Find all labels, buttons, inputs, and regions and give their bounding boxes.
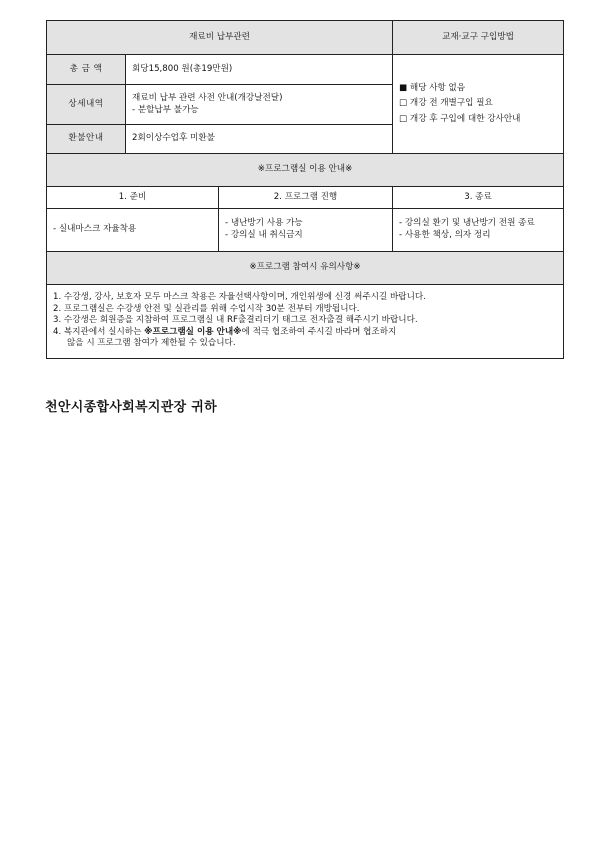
details-value: 재료비 납부 관련 사전 안내(개강날전달) - 분할납부 불가능: [126, 85, 393, 125]
total-amount-label: 총 금 액: [47, 55, 126, 85]
addressee-line: 천안시종합사회복지관장 귀하: [45, 400, 217, 415]
caution-item: 1. 수강생, 강사, 보호자 모두 마스크 착용은 자율선택사항이며, 개인위생에 신경 써주시길 바랍니다.: [53, 292, 426, 302]
usage-column-content: - 실내마스크 자율착용: [47, 209, 219, 252]
cautions-list: [47, 285, 564, 359]
refund-label: 환불안내: [47, 125, 126, 154]
details-label: 상세내역: [47, 85, 126, 125]
fee-section-header: 재료비 납부관련: [47, 21, 393, 55]
cautions-section-title: ※프로그램 참여시 유의사항※: [47, 252, 564, 285]
usage-column-content: - 냉난방기 사용 가능 - 강의실 내 취식금지: [219, 209, 393, 252]
checked-box-icon: ■: [399, 82, 408, 93]
refund-value: 2회이상수업후 미환불: [126, 125, 393, 154]
purchase-option: ■ 해당 사항 없음: [399, 82, 466, 93]
usage-column-heading: 3. 종료: [393, 187, 564, 209]
program-info-table: [46, 20, 564, 359]
unchecked-box-icon: □: [399, 98, 408, 109]
unchecked-box-icon: □: [399, 113, 408, 124]
usage-column-heading: 2. 프로그램 진행: [219, 187, 393, 209]
caution-item: 2. 프로그램실은 수강생 안전 및 실관리를 위해 수업시작 30분 전부터 개방됩니다.: [53, 303, 360, 314]
total-amount-value: 회당15,800 원(총19만원): [126, 55, 393, 85]
usage-column-heading: 1. 준비: [47, 187, 219, 209]
usage-section-title: ※프로그램실 이용 안내※: [47, 154, 564, 187]
caution-item: 3. 수강생은 회원증을 지참하여 프로그램실 내 RF출결리더기 태그로 전자출결 해주시기 바랍니다.: [53, 315, 418, 326]
usage-column-content: - 강의실 환기 및 냉난방기 전원 종료 - 사용한 책상, 의자 정리: [393, 209, 564, 252]
purchase-option: □ 개강 후 구입에 대한 강사안내: [399, 113, 521, 124]
purchase-option: □ 개강 전 개별구입 필요: [399, 98, 493, 109]
purchase-options: [393, 55, 564, 154]
purchase-section-header: 교재·교구 구입방법: [393, 21, 564, 55]
caution-item: 4. 복지관에서 실시하는 ※프로그램실 이용 안내※에 적극 협조하여 주시길 바라며 협조하지: [53, 326, 397, 337]
caution-item-continuation: 않을 시 프로그램 참여가 제한될 수 있습니다.: [67, 338, 236, 349]
